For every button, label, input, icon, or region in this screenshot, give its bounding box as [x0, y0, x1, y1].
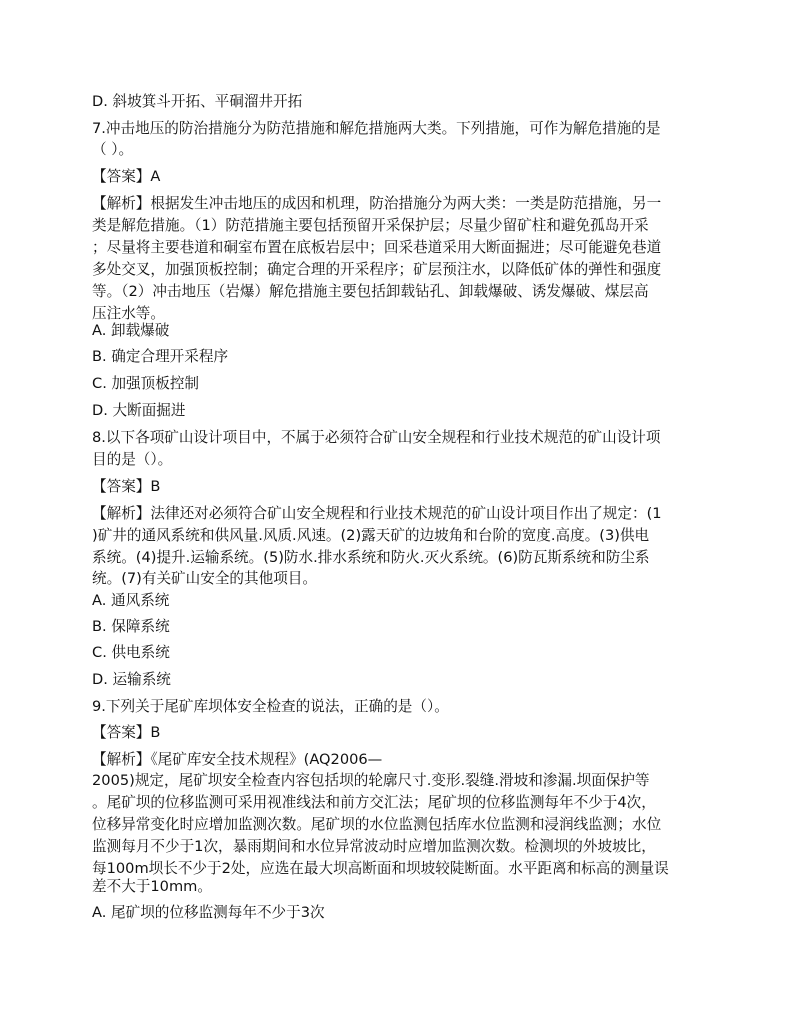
answer-tag: 【答案】 [92, 478, 151, 495]
q7-question-line-2: （ ）。 [92, 141, 134, 158]
q7-option-d: D. 大断面掘进 [92, 402, 186, 419]
q7-question-line-1: 7.冲击地压的防治措施分为防范措施和解危措施两大类。下列措施，可作为解危措施的是 [92, 120, 661, 137]
analysis-tag: 【解析】 [92, 195, 151, 212]
q9-analysis-line-4: 位移异常变化时应增加监测次数。尾矿坝的水位监测包括库水位监测和浸润线监测；水位 [92, 816, 662, 833]
q9-analysis-line-7: 差不大于10mm。 [92, 878, 212, 895]
q7-option-c: C. 加强顶板控制 [92, 375, 200, 392]
q7-option-b: B. 确定合理开采程序 [92, 348, 229, 365]
q8-option-c: C. 供电系统 [92, 644, 170, 661]
q9-analysis-line-1 [92, 749, 382, 771]
q9-analysis-line-6: 每100m坝长不少于2处，应选在最大坝高断面和坝坡较陡断面。水平距离和标高的测量误 [92, 860, 669, 877]
q7-analysis-line-5: 等。（2）冲击地压（岩爆）解危措施主要包括卸载钻孔、卸载爆破、诱发爆破、煤层高 [92, 283, 649, 300]
analysis-tag: 【解析】 [92, 505, 151, 522]
q9-answer [92, 722, 160, 744]
q7-option-a: A. 卸载爆破 [92, 322, 170, 339]
q8-answer [92, 476, 160, 498]
q8-analysis-line-1 [92, 503, 662, 525]
q8-question-line-1: 8.以下各项矿山设计项目中，不属于必须符合矿山安全规程和行业技术规范的矿山设计项 [92, 429, 661, 446]
q9-option-a: A. 尾矿坝的位移监测每年不少于3次 [92, 904, 325, 921]
answer-value: B [150, 478, 161, 495]
q8-option-b: B. 保障系统 [92, 618, 170, 635]
q8-option-d: D. 运输系统 [92, 671, 171, 688]
q7-analysis-line-3: ；尽量将主要巷道和硐室布置在底板岩层中；回采巷道采用大断面掘进；尽可能避免巷道 [92, 239, 662, 256]
q8-analysis-line-2: )矿井的通风系统和供风量.风质.风速。(2)露天矿的边坡角和台阶的宽度.高度。(3)供电 [92, 527, 650, 544]
q9-analysis-line-2: 2005)规定，尾矿坝安全检查内容包括坝的轮廓尺寸.变形.裂缝.滑坡和渗漏.坝面保护等 [92, 772, 650, 789]
q7-analysis-line-1 [92, 193, 661, 215]
q6-option-d: D. 斜坡箕斗开拓、平硐溜井开拓 [92, 93, 303, 110]
q8-analysis-line-4: 统。(7)有关矿山安全的其他项目。 [92, 570, 317, 587]
q7-analysis-line-6: 压注水等。 [92, 305, 165, 322]
analysis-text: 《尾矿库安全技术规程》(AQ2006— [150, 751, 383, 768]
answer-tag: 【答案】 [92, 168, 151, 185]
analysis-tag: 【解析】 [92, 751, 151, 768]
q8-question-line-2: 目的是（）。 [92, 451, 173, 468]
q9-question-line-1: 9.下列关于尾矿库坝体安全检查的说法，正确的是（）。 [92, 698, 449, 715]
q9-analysis-line-5: 监测每月不少于1次，暴雨期间和水位异常波动时应增加监测次数。检测坝的外坡坡比， [92, 838, 656, 855]
q7-answer [92, 166, 160, 188]
q7-analysis-line-2: 类是解危措施。（1）防范措施主要包括预留开采保护层；尽量少留矿柱和避免孤岛开采 [92, 217, 649, 234]
answer-tag: 【答案】 [92, 724, 151, 741]
q9-analysis-line-3: 。尾矿坝的位移监测可采用视准线法和前方交汇法；尾矿坝的位移监测每年不少于4次， [92, 794, 656, 811]
q7-analysis-line-4: 多处交叉，加强顶板控制；确定合理的开采程序；矿层预注水，以降低矿体的弹性和强度 [92, 261, 662, 278]
q8-analysis-line-3: 系统。(4)提升.运输系统。(5)防水.排水系统和防火.灭火系统。(6)防瓦斯系统和防尘系 [92, 549, 650, 566]
q8-option-a: A. 通风系统 [92, 592, 170, 609]
answer-value: B [150, 724, 161, 741]
analysis-text: 根据发生冲击地压的成因和机理，防治措施分为两大类：一类是防范措施，另一 [150, 195, 662, 212]
analysis-text: 法律还对必须符合矿山安全规程和行业技术规范的矿山设计项目作出了规定：(1 [150, 505, 662, 522]
answer-value: A [150, 168, 161, 185]
